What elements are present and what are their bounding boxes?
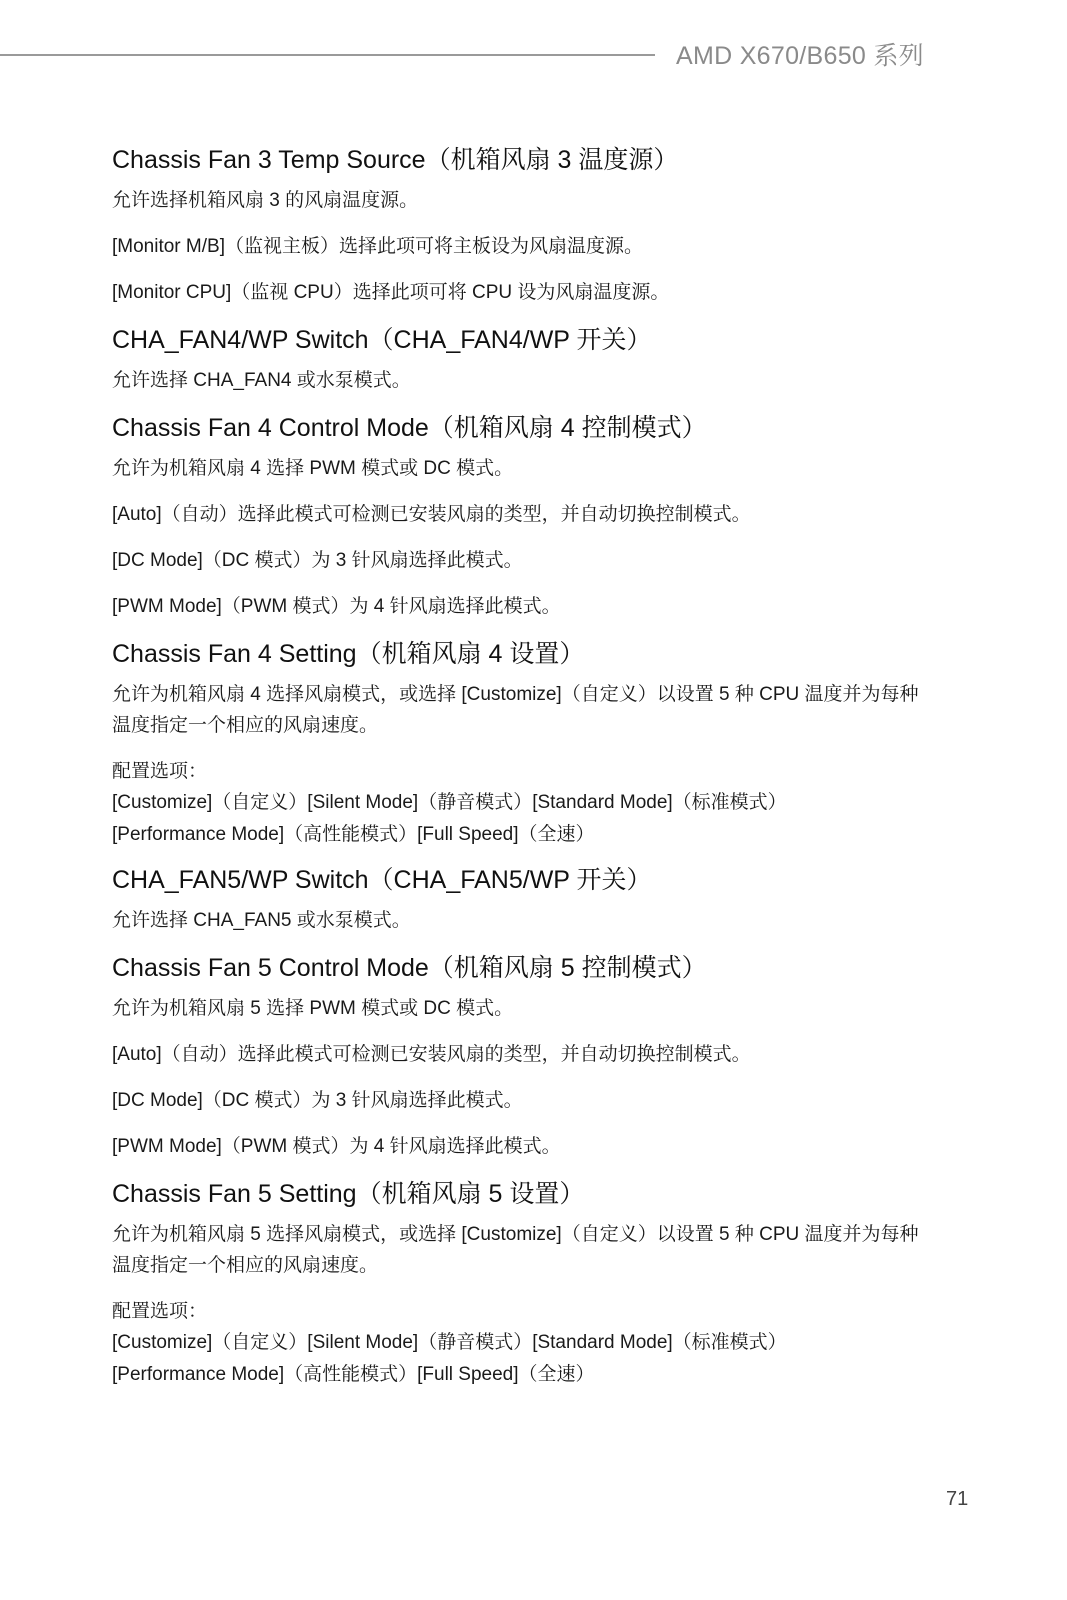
option-monitor-mb: [Monitor M/B]（监视主板）选择此项可将主板设为风扇温度源。: [112, 236, 643, 257]
section-title: Chassis Fan 5 Setting（机箱风扇 5 设置）: [112, 1180, 585, 1208]
section-title: CHA_FAN5/WP Switch（CHA_FAN5/WP 开关）: [112, 866, 652, 894]
header-divider: [0, 54, 655, 56]
option-monitor-cpu: [Monitor CPU]（监视 CPU）选择此项可将 CPU 设为风扇温度源。: [112, 282, 670, 303]
section-chassis-fan4-setting: [112, 637, 932, 851]
config-options-line: [Customize]（自定义）[Silent Mode]（静音模式）[Standard Mode]（标准模式）: [112, 792, 787, 813]
section-title: Chassis Fan 5 Control Mode（机箱风扇 5 控制模式）: [112, 954, 707, 982]
section-chassis-fan5-setting: [112, 1177, 932, 1391]
document-series-title: AMD X670/B650 系列: [676, 42, 924, 70]
config-options-label: 配置选项：: [112, 1301, 208, 1322]
section-cha-fan4-wp-switch: [112, 323, 932, 396]
option-dc-mode: [DC Mode]（DC 模式）为 3 针风扇选择此模式。: [112, 550, 523, 571]
option-pwm-mode: [PWM Mode]（PWM 模式）为 4 针风扇选择此模式。: [112, 596, 561, 617]
description: 允许为机箱风扇 5 选择 PWM 模式或 DC 模式。: [112, 998, 514, 1019]
section-title: Chassis Fan 3 Temp Source（机箱风扇 3 温度源）: [112, 146, 679, 174]
option-auto: [Auto]（自动）选择此模式可检测已安装风扇的类型，并自动切换控制模式。: [112, 504, 751, 525]
description: 允许选择 CHA_FAN4 或水泵模式。: [112, 370, 411, 391]
description: 允许为机箱风扇 5 选择风扇模式，或选择 [Customize]（自定义）以设置 5 种 CPU 温度并为每种温度指定一个相应的风扇速度。: [112, 1224, 919, 1276]
manual-content: [112, 143, 932, 1391]
section-chassis-fan5-control-mode: [112, 951, 932, 1162]
section-title: Chassis Fan 4 Setting（机箱风扇 4 设置）: [112, 640, 585, 668]
option-dc-mode: [DC Mode]（DC 模式）为 3 针风扇选择此模式。: [112, 1090, 523, 1111]
section-chassis-fan3-temp-source: [112, 143, 932, 308]
description: 允许选择 CHA_FAN5 或水泵模式。: [112, 910, 411, 931]
section-chassis-fan4-control-mode: [112, 411, 932, 622]
option-auto: [Auto]（自动）选择此模式可检测已安装风扇的类型，并自动切换控制模式。: [112, 1044, 751, 1065]
section-title: CHA_FAN4/WP Switch（CHA_FAN4/WP 开关）: [112, 326, 652, 354]
description: 允许选择机箱风扇 3 的风扇温度源。: [112, 190, 419, 211]
config-options-line: [Performance Mode]（高性能模式）[Full Speed]（全速）: [112, 824, 595, 845]
description: 允许为机箱风扇 4 选择 PWM 模式或 DC 模式。: [112, 458, 514, 479]
option-pwm-mode: [PWM Mode]（PWM 模式）为 4 针风扇选择此模式。: [112, 1136, 561, 1157]
page-number: 71: [946, 1488, 969, 1510]
config-options-line: [Performance Mode]（高性能模式）[Full Speed]（全速）: [112, 1364, 595, 1385]
description: 允许为机箱风扇 4 选择风扇模式，或选择 [Customize]（自定义）以设置 5 种 CPU 温度并为每种温度指定一个相应的风扇速度。: [112, 684, 919, 736]
section-cha-fan5-wp-switch: [112, 863, 932, 936]
config-options-label: 配置选项：: [112, 761, 208, 782]
section-title: Chassis Fan 4 Control Mode（机箱风扇 4 控制模式）: [112, 414, 707, 442]
config-options-line: [Customize]（自定义）[Silent Mode]（静音模式）[Standard Mode]（标准模式）: [112, 1332, 787, 1353]
